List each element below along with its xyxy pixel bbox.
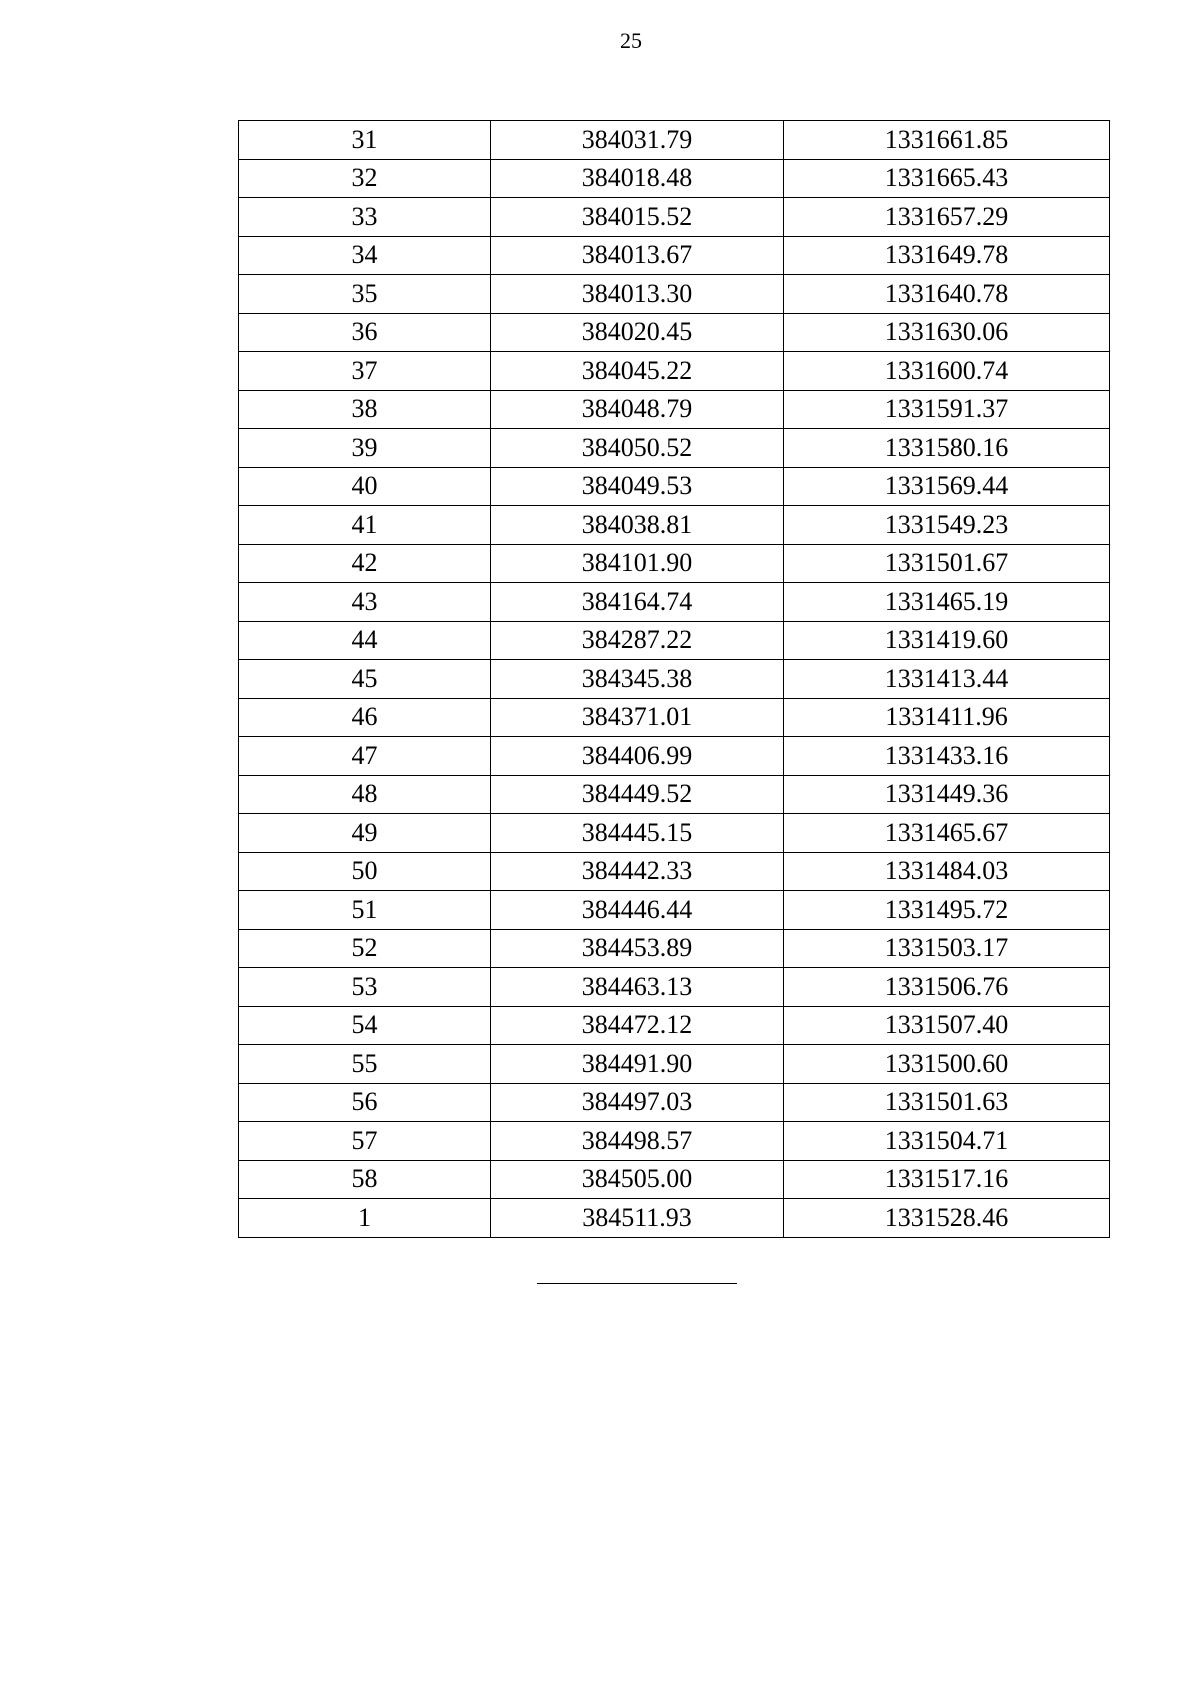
point-number-cell: 53 <box>239 968 491 1007</box>
x-coordinate-cell: 384038.81 <box>491 506 784 545</box>
point-number-cell: 55 <box>239 1045 491 1084</box>
y-coordinate-cell: 1331465.67 <box>784 814 1110 853</box>
point-number-cell: 31 <box>239 121 491 160</box>
table-row <box>239 891 1110 930</box>
x-coordinate-cell: 384050.52 <box>491 429 784 468</box>
y-coordinate-cell: 1331580.16 <box>784 429 1110 468</box>
x-coordinate-cell: 384045.22 <box>491 352 784 391</box>
x-coordinate-cell: 384446.44 <box>491 891 784 930</box>
point-number-cell: 40 <box>239 467 491 506</box>
x-coordinate-cell: 384463.13 <box>491 968 784 1007</box>
x-coordinate-cell: 384472.12 <box>491 1006 784 1045</box>
x-coordinate-cell: 384498.57 <box>491 1122 784 1161</box>
table-row <box>239 467 1110 506</box>
table-row <box>239 352 1110 391</box>
y-coordinate-cell: 1331665.43 <box>784 159 1110 198</box>
x-coordinate-cell: 384013.67 <box>491 236 784 275</box>
x-coordinate-cell: 384449.52 <box>491 775 784 814</box>
x-coordinate-cell: 384287.22 <box>491 621 784 660</box>
table-row <box>239 814 1110 853</box>
table-row <box>239 852 1110 891</box>
point-number-cell: 47 <box>239 737 491 776</box>
table-row <box>239 1083 1110 1122</box>
table-row <box>239 775 1110 814</box>
point-number-cell: 46 <box>239 698 491 737</box>
y-coordinate-cell: 1331507.40 <box>784 1006 1110 1045</box>
table-row <box>239 313 1110 352</box>
y-coordinate-cell: 1331501.63 <box>784 1083 1110 1122</box>
point-number-cell: 58 <box>239 1160 491 1199</box>
y-coordinate-cell: 1331661.85 <box>784 121 1110 160</box>
x-coordinate-cell: 384406.99 <box>491 737 784 776</box>
point-number-cell: 34 <box>239 236 491 275</box>
table-row <box>239 621 1110 660</box>
x-coordinate-cell: 384018.48 <box>491 159 784 198</box>
page-number: 25 <box>620 28 642 53</box>
table-row <box>239 1160 1110 1199</box>
x-coordinate-cell: 384511.93 <box>491 1199 784 1238</box>
point-number-cell: 49 <box>239 814 491 853</box>
y-coordinate-cell: 1331500.60 <box>784 1045 1110 1084</box>
table-row <box>239 660 1110 699</box>
point-number-cell: 50 <box>239 852 491 891</box>
table-row <box>239 698 1110 737</box>
point-number-cell: 36 <box>239 313 491 352</box>
x-coordinate-cell: 384497.03 <box>491 1083 784 1122</box>
y-coordinate-cell: 1331649.78 <box>784 236 1110 275</box>
x-coordinate-cell: 384101.90 <box>491 544 784 583</box>
table-row <box>239 506 1110 545</box>
x-coordinate-cell: 384345.38 <box>491 660 784 699</box>
y-coordinate-cell: 1331465.19 <box>784 583 1110 622</box>
table-row <box>239 929 1110 968</box>
y-coordinate-cell: 1331591.37 <box>784 390 1110 429</box>
point-number-cell: 33 <box>239 198 491 237</box>
x-coordinate-cell: 384505.00 <box>491 1160 784 1199</box>
x-coordinate-cell: 384031.79 <box>491 121 784 160</box>
table-row <box>239 1122 1110 1161</box>
x-coordinate-cell: 384015.52 <box>491 198 784 237</box>
y-coordinate-cell: 1331657.29 <box>784 198 1110 237</box>
point-number-cell: 51 <box>239 891 491 930</box>
y-coordinate-cell: 1331411.96 <box>784 698 1110 737</box>
x-coordinate-cell: 384164.74 <box>491 583 784 622</box>
table-row <box>239 275 1110 314</box>
coordinates-table-body <box>239 121 1110 1238</box>
y-coordinate-cell: 1331495.72 <box>784 891 1110 930</box>
y-coordinate-cell: 1331503.17 <box>784 929 1110 968</box>
y-coordinate-cell: 1331484.03 <box>784 852 1110 891</box>
x-coordinate-cell: 384020.45 <box>491 313 784 352</box>
y-coordinate-cell: 1331501.67 <box>784 544 1110 583</box>
point-number-cell: 32 <box>239 159 491 198</box>
table-row <box>239 737 1110 776</box>
point-number-cell: 52 <box>239 929 491 968</box>
point-number-cell: 43 <box>239 583 491 622</box>
y-coordinate-cell: 1331528.46 <box>784 1199 1110 1238</box>
coordinates-table <box>238 120 1110 1238</box>
table-row <box>239 236 1110 275</box>
table-row <box>239 544 1110 583</box>
x-coordinate-cell: 384453.89 <box>491 929 784 968</box>
point-number-cell: 1 <box>239 1199 491 1238</box>
table-row <box>239 1006 1110 1045</box>
y-coordinate-cell: 1331630.06 <box>784 313 1110 352</box>
x-coordinate-cell: 384049.53 <box>491 467 784 506</box>
table-row <box>239 198 1110 237</box>
x-coordinate-cell: 384371.01 <box>491 698 784 737</box>
table-row <box>239 159 1110 198</box>
table-row <box>239 390 1110 429</box>
y-coordinate-cell: 1331419.60 <box>784 621 1110 660</box>
y-coordinate-cell: 1331600.74 <box>784 352 1110 391</box>
table-row <box>239 1045 1110 1084</box>
y-coordinate-cell: 1331413.44 <box>784 660 1110 699</box>
y-coordinate-cell: 1331517.16 <box>784 1160 1110 1199</box>
x-coordinate-cell: 384013.30 <box>491 275 784 314</box>
y-coordinate-cell: 1331506.76 <box>784 968 1110 1007</box>
point-number-cell: 54 <box>239 1006 491 1045</box>
table-row <box>239 968 1110 1007</box>
point-number-cell: 48 <box>239 775 491 814</box>
point-number-cell: 42 <box>239 544 491 583</box>
point-number-cell: 45 <box>239 660 491 699</box>
x-coordinate-cell: 384048.79 <box>491 390 784 429</box>
y-coordinate-cell: 1331640.78 <box>784 275 1110 314</box>
y-coordinate-cell: 1331449.36 <box>784 775 1110 814</box>
point-number-cell: 41 <box>239 506 491 545</box>
point-number-cell: 35 <box>239 275 491 314</box>
point-number-cell: 37 <box>239 352 491 391</box>
x-coordinate-cell: 384491.90 <box>491 1045 784 1084</box>
x-coordinate-cell: 384442.33 <box>491 852 784 891</box>
point-number-cell: 56 <box>239 1083 491 1122</box>
x-coordinate-cell: 384445.15 <box>491 814 784 853</box>
y-coordinate-cell: 1331569.44 <box>784 467 1110 506</box>
y-coordinate-cell: 1331504.71 <box>784 1122 1110 1161</box>
point-number-cell: 44 <box>239 621 491 660</box>
y-coordinate-cell: 1331433.16 <box>784 737 1110 776</box>
table-row <box>239 429 1110 468</box>
y-coordinate-cell: 1331549.23 <box>784 506 1110 545</box>
table-row <box>239 1199 1110 1238</box>
point-number-cell: 57 <box>239 1122 491 1161</box>
table-row <box>239 121 1110 160</box>
point-number-cell: 39 <box>239 429 491 468</box>
table-row <box>239 583 1110 622</box>
end-of-table-rule <box>537 1283 737 1284</box>
point-number-cell: 38 <box>239 390 491 429</box>
